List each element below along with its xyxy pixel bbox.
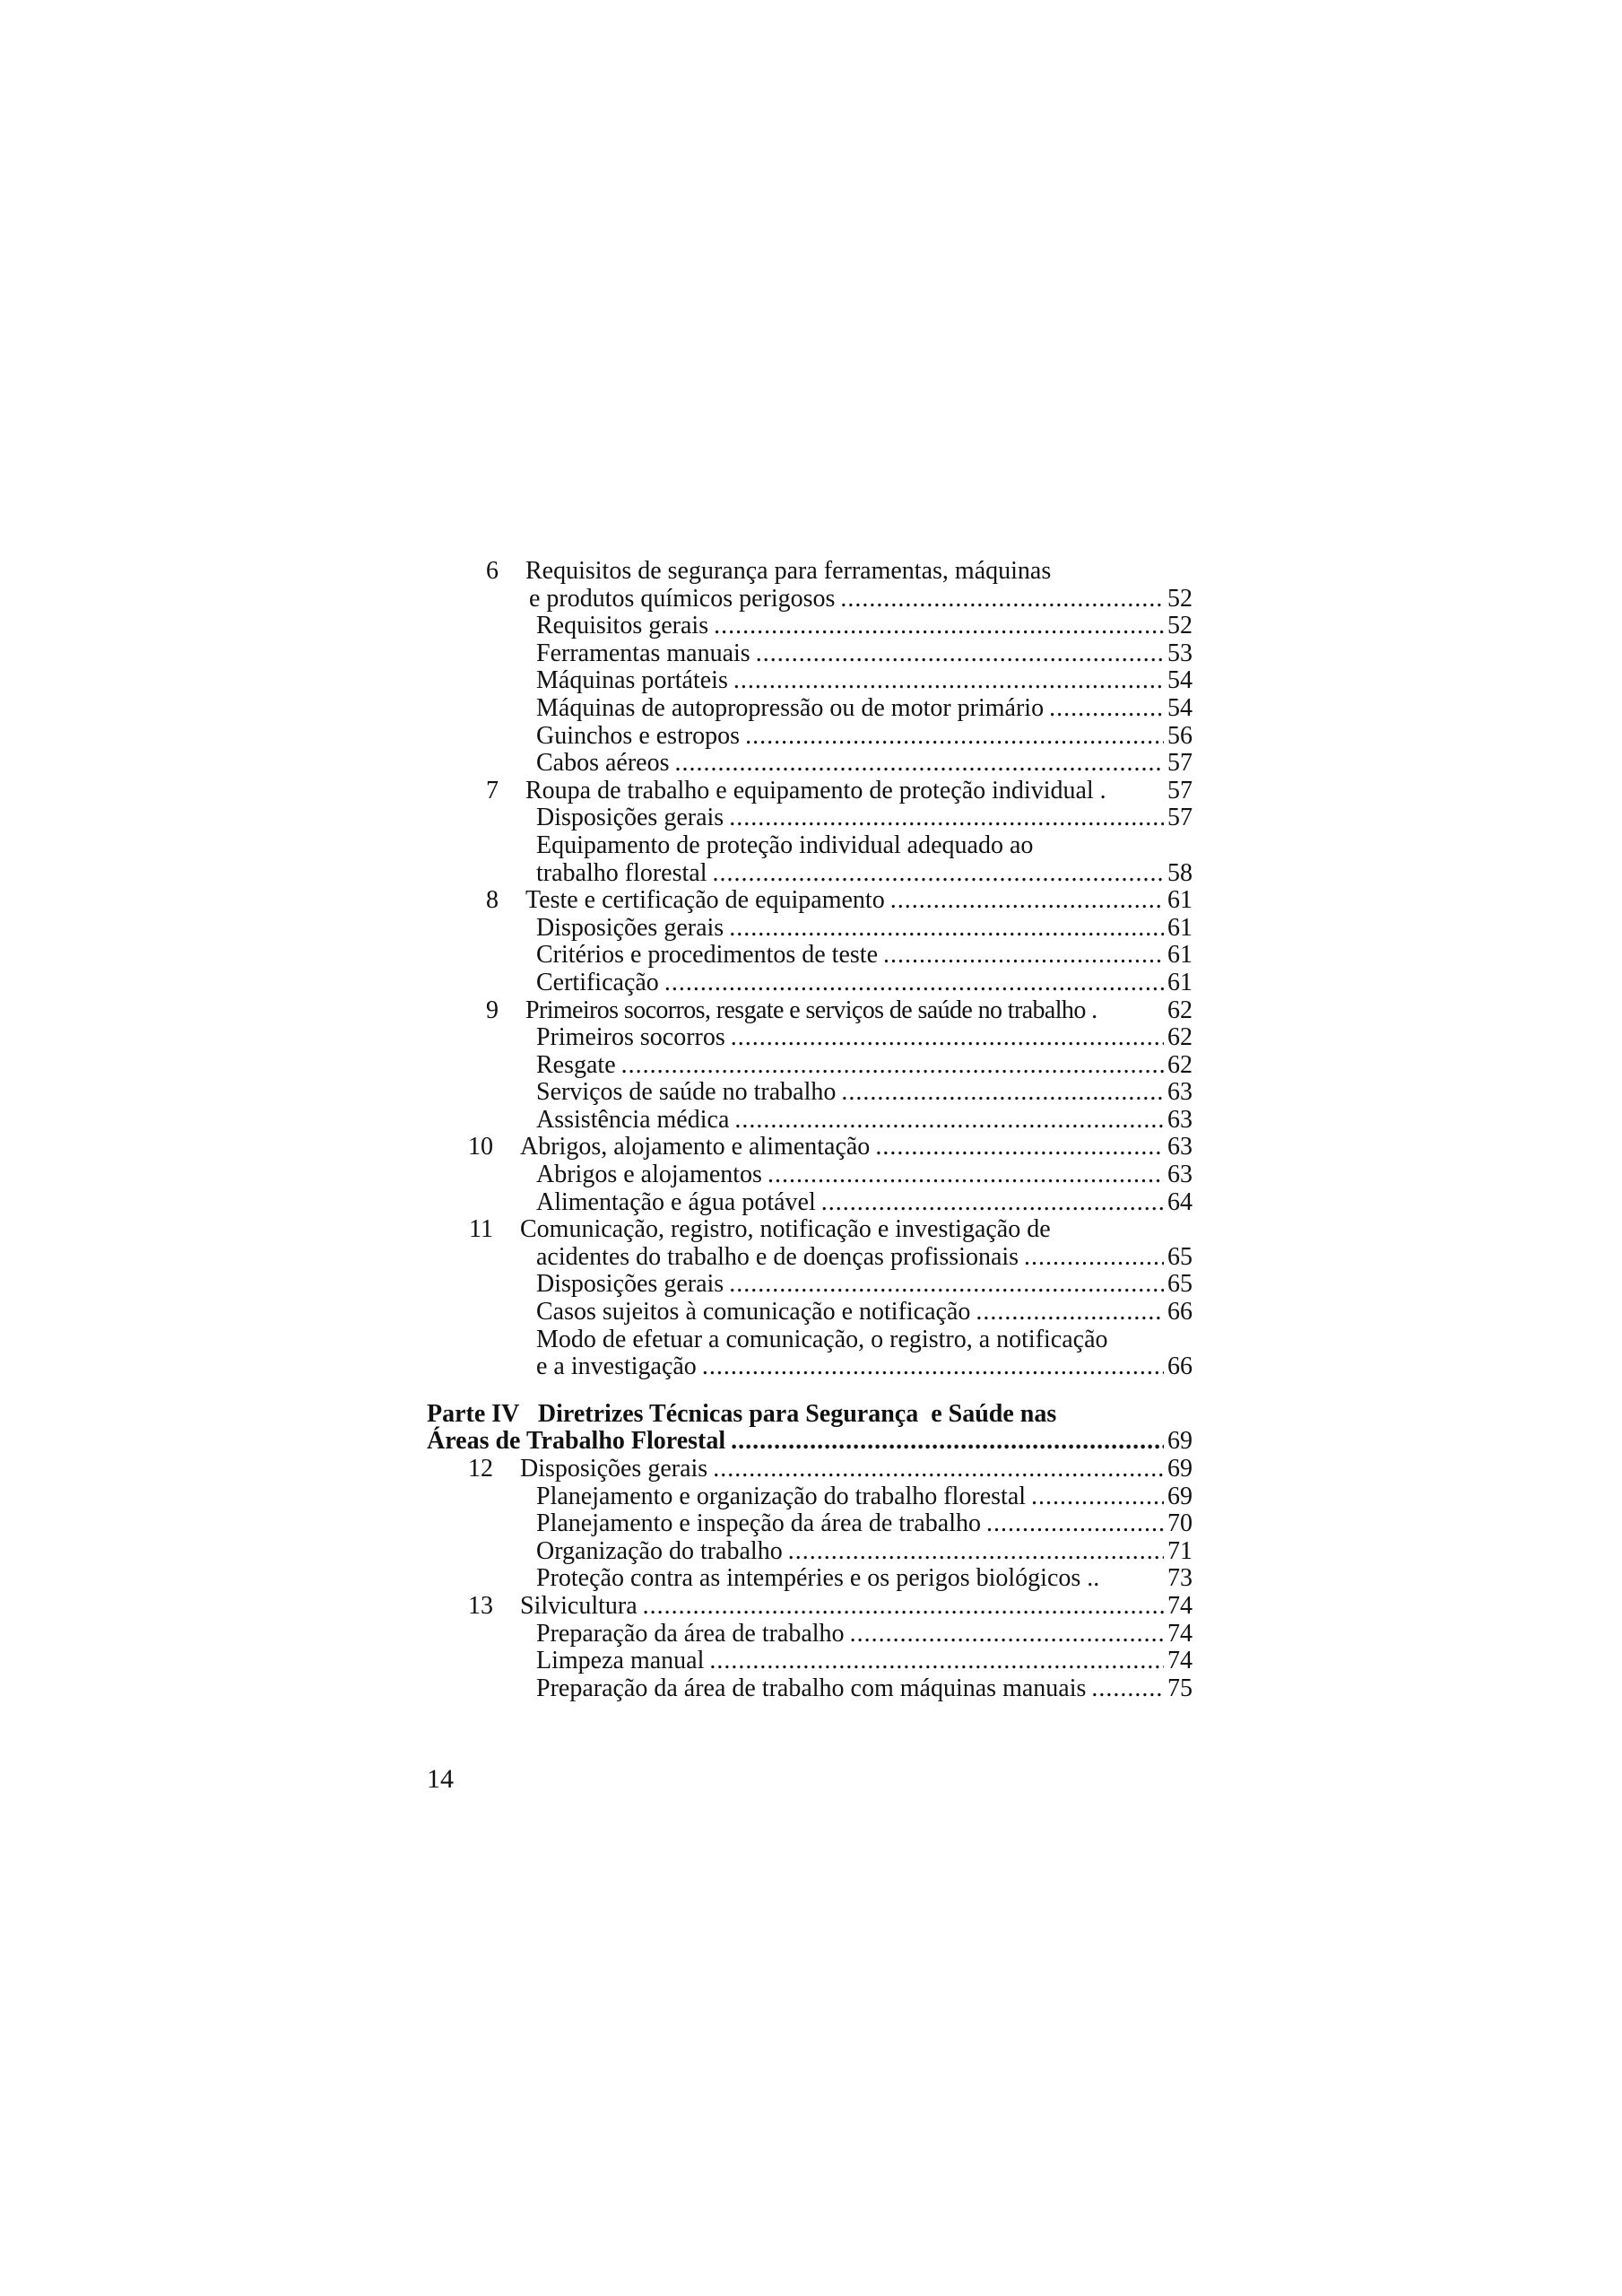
- toc-entry: [427, 1510, 1193, 1538]
- entry-title: Disposições gerais: [536, 913, 724, 942]
- dot-leader: [976, 1299, 1164, 1326]
- toc-entry: [427, 1107, 1193, 1135]
- chapter-title: Roupa de trabalho e equipamento de proteção individual .: [525, 776, 1106, 804]
- page-ref: 52: [1167, 584, 1193, 613]
- toc-chapter-11-heading: [427, 1216, 1193, 1244]
- chapter-title-cont: e produtos químicos perigosos: [529, 584, 836, 613]
- chapter-number: 10: [468, 1133, 493, 1161]
- page-ref: 64: [1167, 1187, 1193, 1216]
- page-ref: 61: [1167, 886, 1193, 915]
- dot-leader: [731, 1024, 1164, 1052]
- entry-title: Casos sujeitos à comunicação e notificação: [536, 1298, 971, 1326]
- page-ref: 61: [1167, 968, 1193, 996]
- toc-entry: [427, 1299, 1193, 1326]
- page-ref: 57: [1167, 776, 1193, 804]
- dot-leader: [883, 942, 1164, 970]
- entry-title: Disposições gerais: [536, 804, 724, 832]
- page-ref: 74: [1167, 1647, 1193, 1675]
- dot-leader: [756, 640, 1164, 668]
- dot-leader: [1091, 1675, 1164, 1703]
- chapter-title: Teste e certificação de equipamento: [525, 886, 885, 915]
- page-ref: 70: [1167, 1509, 1193, 1538]
- dot-leader: [986, 1510, 1164, 1538]
- page-ref: 56: [1167, 721, 1193, 750]
- page-ref: 58: [1167, 858, 1193, 887]
- dot-leader: [709, 1648, 1164, 1675]
- toc-entry-cont: [427, 860, 1193, 888]
- entry-title: Guinchos e estropos: [536, 721, 741, 750]
- page-ref: 71: [1167, 1536, 1193, 1565]
- entry-title: Serviços de saúde no trabalho: [536, 1078, 837, 1107]
- entry-title: Preparação da área de trabalho com máquinas manuais: [536, 1674, 1087, 1702]
- chapter-title: Disposições gerais: [520, 1455, 708, 1483]
- page-ref: 53: [1167, 639, 1193, 667]
- entry-title: Máquinas de autopropressão ou de motor primário: [536, 693, 1045, 722]
- dot-leader: [841, 1079, 1164, 1107]
- dot-leader: [890, 887, 1164, 915]
- page-ref: 65: [1167, 1242, 1193, 1271]
- toc-chapter-6-heading: [427, 558, 1193, 586]
- toc-chapter-10-heading: [427, 1134, 1193, 1161]
- page-ref: 52: [1167, 612, 1193, 640]
- entry-title: Ferramentas manuais: [536, 639, 750, 667]
- toc-entry: [427, 1621, 1193, 1648]
- entry-title: Organização do trabalho: [536, 1536, 783, 1565]
- section-gap: [427, 1381, 1193, 1401]
- dot-leader: [1031, 1483, 1164, 1511]
- entry-title: Assistência médica: [536, 1105, 730, 1134]
- toc-part-4-heading: [427, 1401, 1193, 1429]
- dot-leader: [712, 860, 1164, 888]
- page-ref: 63: [1167, 1105, 1193, 1134]
- chapter-number: 11: [469, 1215, 493, 1244]
- page-ref: 69: [1167, 1482, 1193, 1510]
- toc-entry: [427, 970, 1193, 997]
- toc-entry: [427, 1271, 1193, 1299]
- toc-entry: [427, 750, 1193, 778]
- dot-leader: [729, 915, 1164, 943]
- entry-title: Modo de efetuar a comunicação, o registro, a notificação: [536, 1325, 1108, 1353]
- page-ref: 57: [1167, 804, 1193, 832]
- dot-leader: [621, 1052, 1164, 1080]
- chapter-title: Silvicultura: [520, 1591, 638, 1620]
- page-ref: 66: [1167, 1298, 1193, 1326]
- toc-entry-cont: [427, 1353, 1193, 1381]
- dot-leader: [788, 1538, 1164, 1566]
- toc-entry: [427, 1079, 1193, 1107]
- dot-leader: [733, 667, 1164, 695]
- toc-entry: [427, 723, 1193, 751]
- toc-entry: [427, 1024, 1193, 1052]
- toc-chapter-6-heading-cont: [427, 586, 1193, 613]
- toc-entry: [427, 1538, 1193, 1566]
- dot-leader: [840, 586, 1164, 613]
- toc-chapter-8-heading: [427, 887, 1193, 915]
- entry-title: Abrigos e alojamentos: [536, 1161, 762, 1189]
- page-ref: 69: [1167, 1427, 1193, 1456]
- page-ref: 74: [1167, 1591, 1193, 1620]
- page-number: 14: [427, 1764, 454, 1794]
- entry-title: Máquinas portáteis: [536, 666, 728, 695]
- entry-title: Requisitos gerais: [536, 612, 709, 640]
- page-ref: 62: [1167, 1023, 1193, 1052]
- chapter-title-cont: acidentes do trabalho e de doenças profissionais: [536, 1242, 1019, 1271]
- chapter-title: Primeiros socorros, resgate e serviços de saúde no trabalho .: [525, 996, 1097, 1024]
- entry-title: Primeiros socorros: [536, 1023, 725, 1052]
- entry-title: Planejamento e organização do trabalho florestal: [536, 1482, 1027, 1510]
- page-ref: 61: [1167, 913, 1193, 942]
- page-ref: 62: [1167, 996, 1193, 1024]
- page-ref: 69: [1167, 1455, 1193, 1483]
- entry-title: Preparação da área de trabalho: [536, 1619, 845, 1648]
- entry-title: Equipamento de proteção individual adequado ao: [536, 831, 1034, 859]
- toc-part-4-heading-cont: [427, 1428, 1193, 1456]
- dot-leader: [875, 1134, 1164, 1161]
- entry-title-cont: e a investigação: [536, 1352, 697, 1381]
- page-ref: 63: [1167, 1078, 1193, 1107]
- entry-title-cont: trabalho florestal: [536, 858, 707, 887]
- page-ref: 74: [1167, 1619, 1193, 1648]
- toc-entry: [427, 915, 1193, 943]
- page-ref: 54: [1167, 666, 1193, 695]
- page-ref: 63: [1167, 1133, 1193, 1161]
- page-ref: 61: [1167, 941, 1193, 970]
- toc-entry: [427, 1675, 1193, 1703]
- dot-leader: [675, 750, 1164, 778]
- entry-title: Limpeza manual: [536, 1647, 705, 1675]
- dot-leader: [745, 723, 1164, 751]
- toc-entry: [427, 1648, 1193, 1675]
- dot-leader: [1024, 1244, 1164, 1272]
- dot-leader: [729, 1271, 1164, 1299]
- entry-title: Resgate: [536, 1050, 616, 1079]
- entry-title: Planejamento e inspeção da área de trabalho: [536, 1509, 981, 1538]
- chapter-title: Requisitos de segurança para ferramentas, máquinas: [525, 557, 1052, 585]
- toc-entry: [427, 1189, 1193, 1217]
- entry-title: Certificação: [536, 968, 659, 996]
- page-ref: 75: [1167, 1674, 1193, 1702]
- chapter-title: Abrigos, alojamento e alimentação: [520, 1133, 871, 1161]
- toc-entry: [427, 1326, 1193, 1354]
- toc-entry: [427, 832, 1193, 860]
- toc-chapter-13-heading: [427, 1593, 1193, 1621]
- toc-entry: [427, 804, 1193, 832]
- entry-title: Critérios e procedimentos de teste: [536, 941, 878, 970]
- chapter-number: 9: [486, 996, 499, 1024]
- chapter-number: 8: [486, 886, 499, 915]
- dot-leader: [768, 1161, 1164, 1189]
- page-ref: 73: [1167, 1564, 1193, 1593]
- part-title-cont: Áreas de Trabalho Florestal: [427, 1427, 726, 1456]
- dot-leader: [734, 1107, 1164, 1135]
- toc-entry: [427, 1052, 1193, 1080]
- entry-title: Proteção contra as intempéries e os perigos biológicos ..: [536, 1564, 1100, 1593]
- toc-entry: [427, 640, 1193, 668]
- chapter-number: 12: [468, 1455, 493, 1483]
- dot-leader: [821, 1189, 1164, 1217]
- dot-leader: [713, 1456, 1164, 1483]
- toc-entry: [427, 667, 1193, 695]
- chapter-number: 6: [486, 557, 499, 585]
- toc-entry: [427, 1483, 1193, 1511]
- entry-title: Disposições gerais: [536, 1270, 724, 1299]
- toc-chapter-12-heading: [427, 1456, 1193, 1483]
- dot-leader: [702, 1353, 1164, 1381]
- toc-chapter-7-heading: [427, 778, 1193, 805]
- toc-chapter-11-heading-cont: [427, 1244, 1193, 1272]
- entry-title: Alimentação e água potável: [536, 1187, 816, 1216]
- page-ref: 62: [1167, 1050, 1193, 1079]
- page-ref: 66: [1167, 1352, 1193, 1381]
- page-ref: 65: [1167, 1270, 1193, 1299]
- table-of-contents: [427, 558, 1193, 1702]
- page-ref: 63: [1167, 1161, 1193, 1189]
- toc-entry: [427, 695, 1193, 723]
- dot-leader: [850, 1621, 1164, 1648]
- toc-entry: [427, 1161, 1193, 1189]
- dot-leader: [714, 613, 1164, 640]
- dot-leader: [1049, 695, 1164, 723]
- toc-entry: [427, 1565, 1193, 1593]
- toc-chapter-9-heading: [427, 997, 1193, 1025]
- chapter-title: Comunicação, registro, notificação e investigação de: [520, 1215, 1051, 1244]
- dot-leader: [729, 804, 1164, 832]
- entry-title: Cabos aéreos: [536, 749, 670, 778]
- dot-leader: [664, 970, 1164, 997]
- dot-leader: [643, 1593, 1164, 1621]
- page-ref: 54: [1167, 693, 1193, 722]
- toc-entry: [427, 942, 1193, 970]
- chapter-number: 13: [468, 1591, 493, 1620]
- dot-leader: [731, 1428, 1164, 1456]
- chapter-number: 7: [486, 776, 499, 804]
- part-title: Parte IV Diretrizes Técnicas para Segurança e Saúde nas: [427, 1399, 1057, 1428]
- toc-entry: [427, 613, 1193, 640]
- page-ref: 57: [1167, 749, 1193, 778]
